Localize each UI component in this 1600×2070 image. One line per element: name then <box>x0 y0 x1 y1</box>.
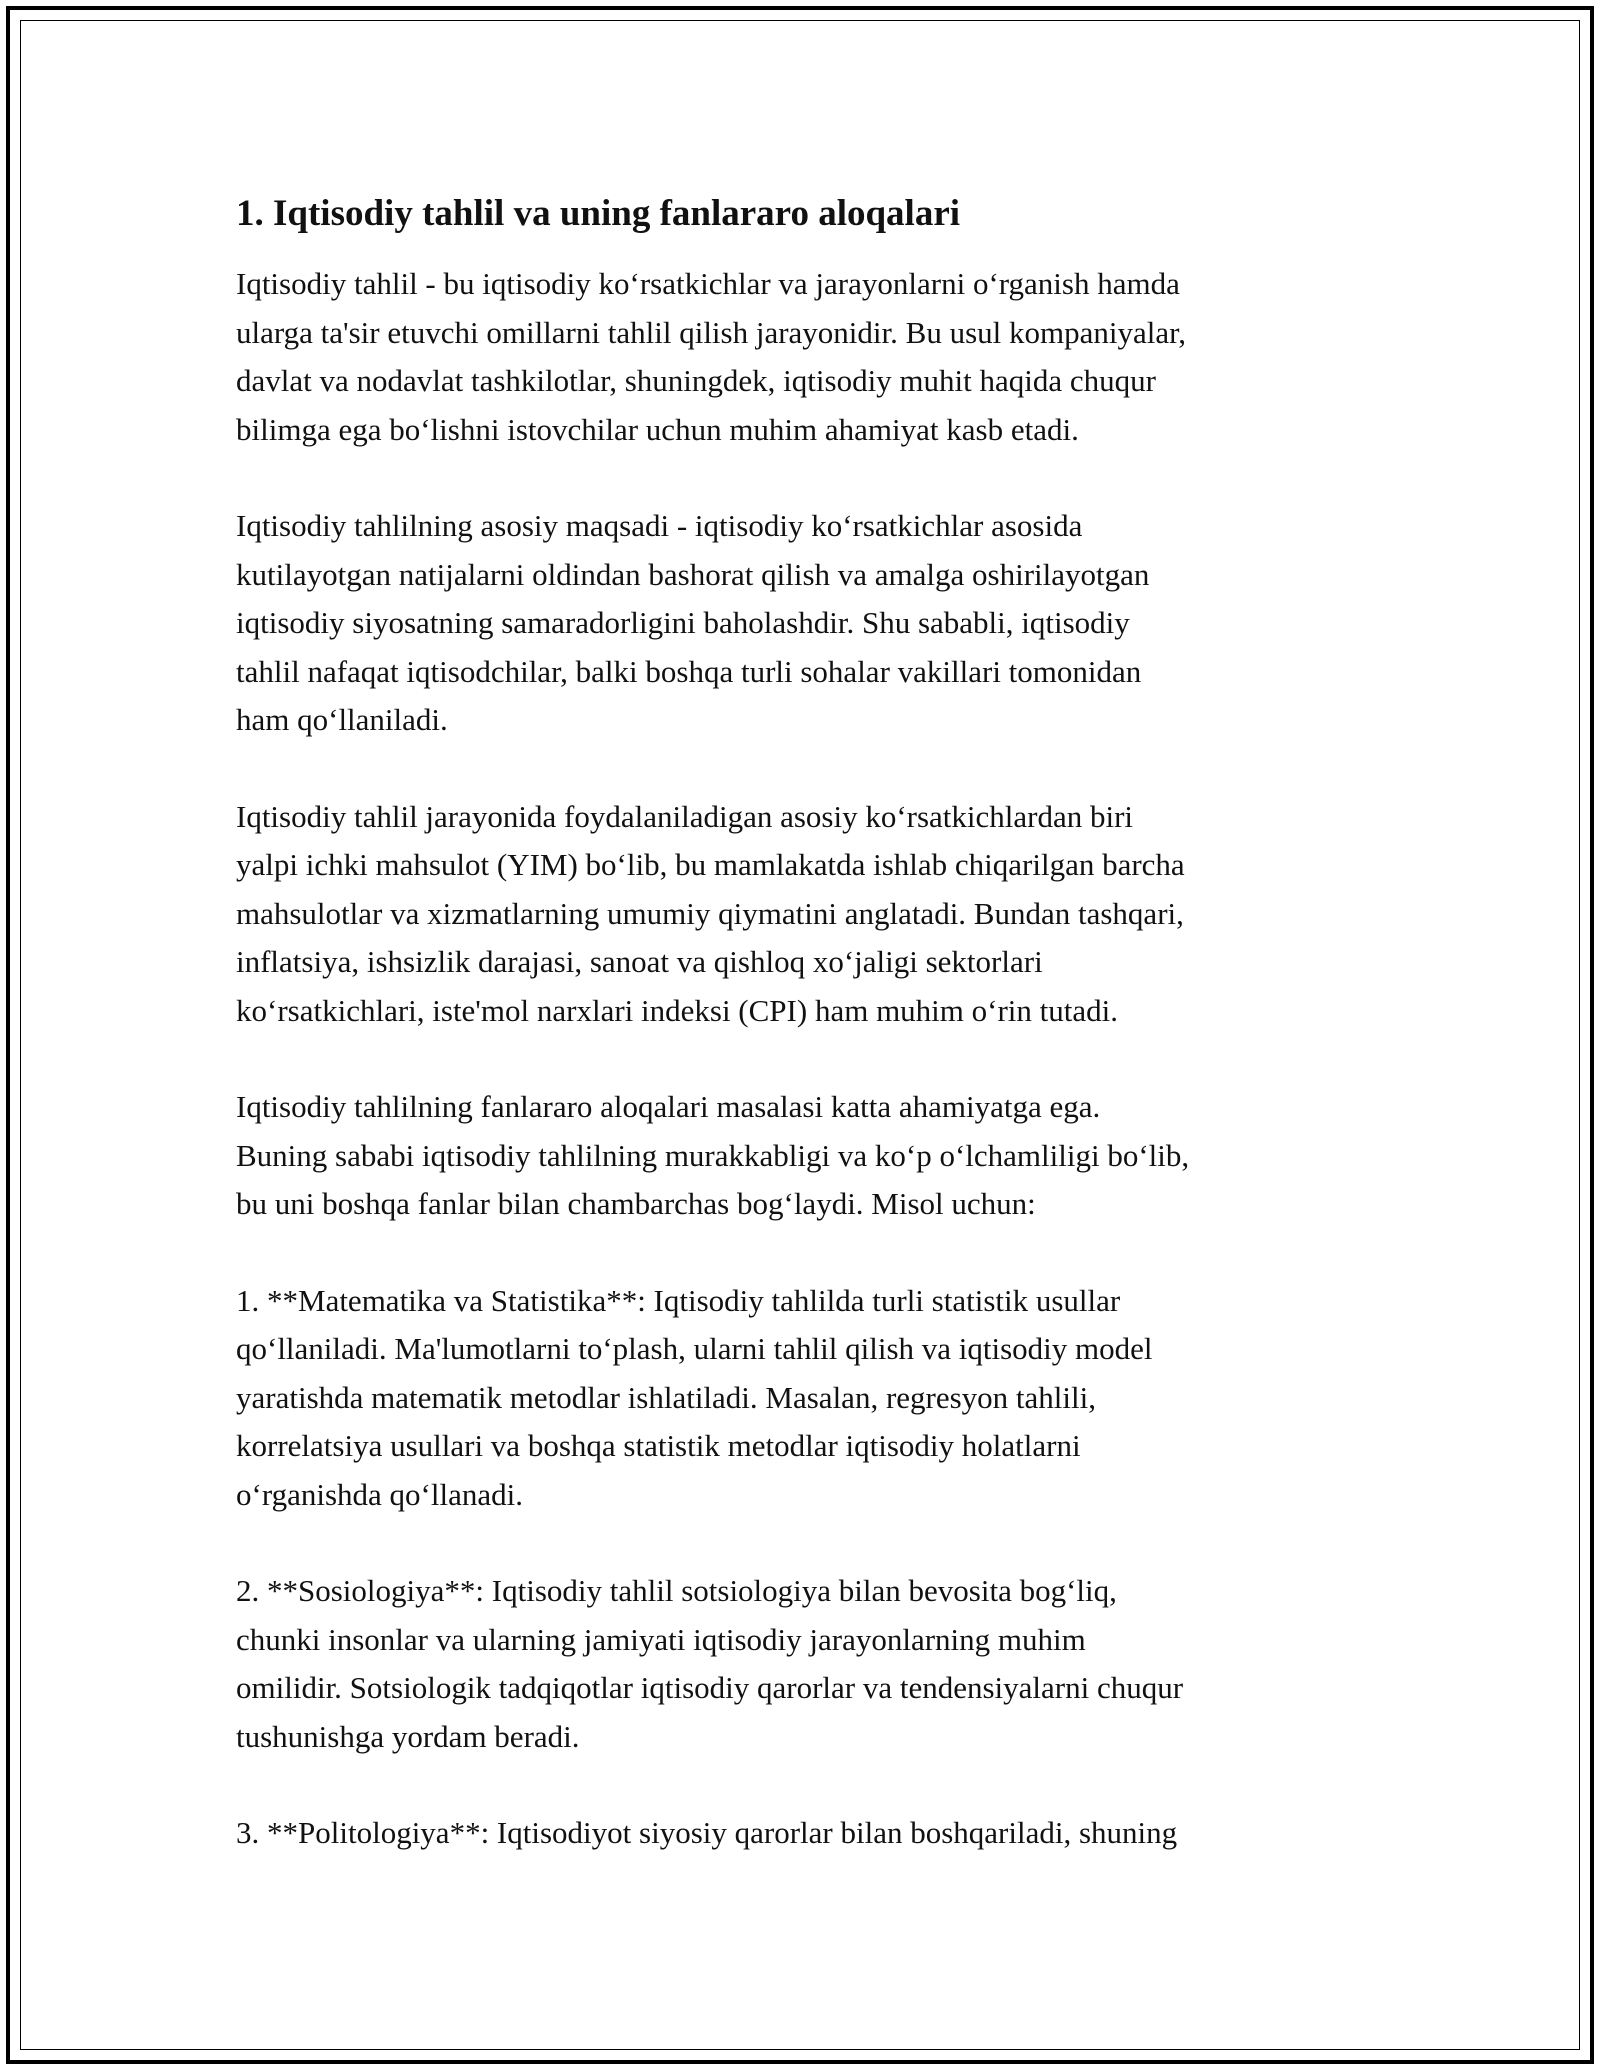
list-item-political-science: 3. **Politologiya**: Iqtisodiyot siyosiy qarorlar bilan boshqariladi, shuning <box>236 1815 1178 1850</box>
paragraph-indicators: Iqtisodiy tahlil jarayonida foydalaniladigan asosiy koʻrsatkichlardan biri yalpi ichki mahsulot (YIM) boʻlib, bu mamlakatda ishlab chiqarilgan barcha mahsulotlar va xizmatlarning umumiy qiymatini anglatadi. Bundan tashqari, inflatsiya, ishsizlik darajasi, sanoat va qishloq xoʻjaligi sektorlari koʻrsatkichlari, iste'mol narxlari indeksi (CPI) ham muhim oʻrin tutadi. <box>236 798 1185 1028</box>
paragraph-purpose: Iqtisodiy tahlilning asosiy maqsadi - iqtisodiy koʻrsatkichlar asosida kutilayotgan natijalarni oldindan bashorat qilish va amalga oshirilayotgan iqtisodiy siyosatning samaradorligini baholashdir. Shu sababli, iqtisodiy tahlil nafaqat iqtisodchilar, balki boshqa turli sohalar vakillari tomonidan ham qoʻllaniladi. <box>236 508 1150 737</box>
list-item-mathematics: 1. **Matematika va Statistika**: Iqtisodiy tahlilda turli statistik usullar qoʻllaniladi. Ma'lumotlarni toʻplash, ularni tahlil qilish va iqtisodiy model yaratishda matematik metodlar ishlatiladi. Masalan, regresyon tahlili, korrelatsiya usullari va boshqa statistik metodlar iqtisodiy holatlarni oʻrganishda qoʻllanadi. <box>236 1282 1153 1512</box>
document-title: 1. Iqtisodiy tahlil va uning fanlararo aloqalari <box>236 193 961 234</box>
list-item-sociology: 2. **Sosiologiya**: Iqtisodiy tahlil sotsiologiya bilan bevosita bogʻliq, chunki insonlar va ularning jamiyati iqtisodiy jarayonlarning muhim omilidir. Sotsiologik tadqiqotlar iqtisodiy qarorlar va tendensiyalarni chuqur tushunishga yordam beradi. <box>236 1573 1184 1754</box>
document-body <box>236 190 1386 1906</box>
paragraph-interdisciplinary: Iqtisodiy tahlilning fanlararo aloqalari masalasi katta ahamiyatga ega. Buning sababi iqtisodiy tahlilning murakkabligi va koʻp oʻlchamliligi boʻlib, bu uni boshqa fanlar bilan chambarchas bogʻlaydi. Misol uchun: <box>236 1089 1190 1221</box>
paragraph-intro: Iqtisodiy tahlil - bu iqtisodiy koʻrsatkichlar va jarayonlarni oʻrganish hamda ularga ta'sir etuvchi omillarni tahlil qilish jarayonidir. Bu usul kompaniyalar, davlat va nodavlat tashkilotlar, shuningdek, iqtisodiy muhit haqida chuqur bilimga ega boʻlishni istovchilar uchun muhim ahamiyat kasb etadi. <box>236 266 1186 447</box>
